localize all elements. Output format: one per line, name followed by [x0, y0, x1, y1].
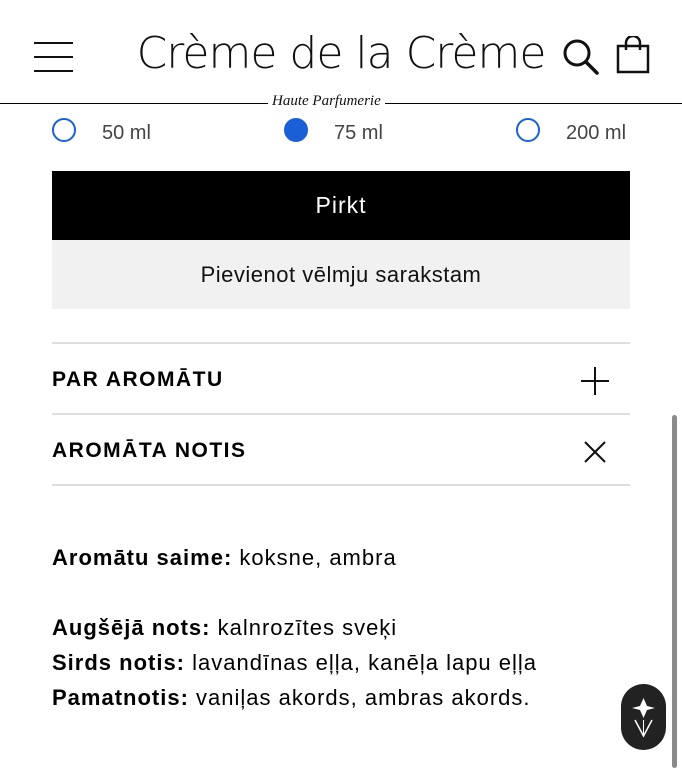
accordion-title: AROMĀTA NOTIS: [52, 439, 247, 462]
accordion-title: PAR AROMĀTU: [52, 368, 224, 391]
site-logo[interactable]: Crème de la Crème: [136, 28, 546, 79]
top-notes-value: kalnrozītes sveķi: [210, 615, 398, 640]
radio-icon[interactable]: [52, 118, 76, 142]
accordion-divider: [52, 484, 630, 486]
chat-badge-icon[interactable]: [621, 684, 666, 750]
site-header: [0, 0, 682, 112]
base-notes-value: vaniļas akords, ambras akords.: [188, 685, 531, 710]
base-notes-label: Pamatnotis:: [52, 685, 189, 710]
add-to-wishlist-button[interactable]: Pievienot vēlmju sarakstam: [52, 240, 630, 309]
size-option-label: 50 ml: [102, 122, 151, 144]
accordion-divider: [52, 342, 630, 344]
radio-icon[interactable]: [516, 118, 540, 142]
scrollbar[interactable]: [672, 415, 677, 768]
heart-notes-label: Sirds notis:: [52, 650, 186, 675]
top-notes-label: Augšējā nots:: [52, 615, 211, 640]
heart-notes-value: lavandīnas eļļa, kanēļa lapu eļļa: [185, 650, 538, 675]
fragrance-notes-panel: [52, 540, 652, 715]
size-option-label: 75 ml: [334, 122, 383, 144]
radio-checked-icon[interactable]: [284, 118, 308, 142]
search-icon[interactable]: [562, 38, 600, 76]
site-tagline: Haute Parfumerie: [268, 93, 385, 110]
close-icon[interactable]: [580, 437, 610, 467]
top-notes: [52, 610, 652, 645]
family-label: Aromātu saime:: [52, 545, 233, 570]
size-selector: [0, 112, 682, 152]
accordion-about-fragrance[interactable]: [52, 345, 630, 415]
base-notes: [52, 680, 652, 715]
fragrance-family: [52, 540, 652, 575]
accordion-fragrance-notes[interactable]: [52, 416, 630, 486]
family-value: koksne, ambra: [232, 545, 397, 570]
shopping-bag-icon[interactable]: [616, 36, 650, 74]
size-option-label: 200 ml: [566, 122, 627, 144]
accordion-divider: [52, 413, 630, 415]
heart-notes: [52, 645, 652, 680]
buy-button[interactable]: Pirkt: [52, 171, 630, 240]
plus-icon[interactable]: [580, 366, 610, 396]
